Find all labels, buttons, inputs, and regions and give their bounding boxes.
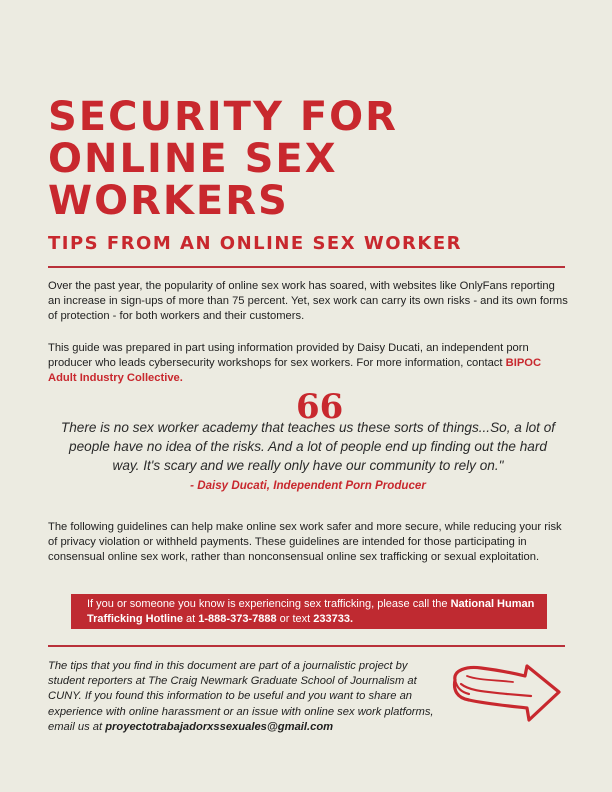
guide-paragraph: [48, 341, 568, 386]
guidelines-paragraph: The following guidelines can help make online sex work safer and more secure, while reducing your risk of privacy violation or withheld payments. These guidelines are intended for those participating in consensual online sex work, rather than nonconsensual online sex trafficking or sexual exploitation.: [48, 521, 562, 563]
quote-icon: 66: [296, 387, 344, 427]
title-line-1: SECURITY FOR: [48, 94, 398, 140]
intro-paragraph: Over the past year, the popularity of online sex work has soared, with websites like OnlyFans reporting an increase in sign-ups of more than 75 percent. Yet, sex work can carry its own risks - and its own forms of protection - for both workers and their customers.: [48, 280, 568, 322]
bipoc-collective-link[interactable]: BIPOC Adult Industry Collective.: [48, 357, 542, 384]
title-line-2: ONLINE SEX: [48, 136, 338, 182]
footer-note: [48, 659, 443, 735]
hotline-phone[interactable]: 1-888-373-7888: [198, 613, 277, 625]
page-subtitle: TIPS FROM AN ONLINE SEX WORKER: [48, 233, 462, 254]
alert-text-1: If you or someone you know is experiencing sex trafficking, please call the: [87, 598, 448, 610]
alert-text-2: at: [186, 613, 196, 625]
contact-email-link[interactable]: proyectotrabajadorxssexuales@gmail.com: [105, 720, 334, 733]
divider-bottom: [48, 645, 565, 647]
guide-text: This guide was prepared in part using information provided by Daisy Ducati, an independent porn producer who leads cybersecurity workshops for sex workers. For more information, contact: [48, 342, 529, 369]
hotline-alert-box: [71, 594, 547, 629]
arrow-right-icon: [447, 662, 565, 732]
hotline-name: National Human Trafficking Hotline: [87, 598, 535, 625]
title-line-3: WORKERS: [48, 178, 289, 224]
alert-text-3: or text: [279, 613, 311, 625]
page-title: [48, 96, 528, 222]
hotline-text-number[interactable]: 233733.: [313, 613, 354, 625]
divider-top: [48, 266, 565, 268]
footer-text: The tips that you find in this document are part of a journalistic project by student reporters at The Craig Newmark Graduate School of Journalism at CUNY. If you found this information to be useful and you want to share an experience with online harassment or an issue with online sex work platforms, email us at: [48, 660, 434, 733]
quote-attribution: - Daisy Ducati, Independent Porn Producer: [190, 479, 426, 492]
pull-quote: There is no sex worker academy that teaches us these sorts of things...So, a lot of people have no idea of the risks. And a lot of people end up finding out the hard way. It's scary and we really only have our community to rely on.": [60, 420, 556, 473]
